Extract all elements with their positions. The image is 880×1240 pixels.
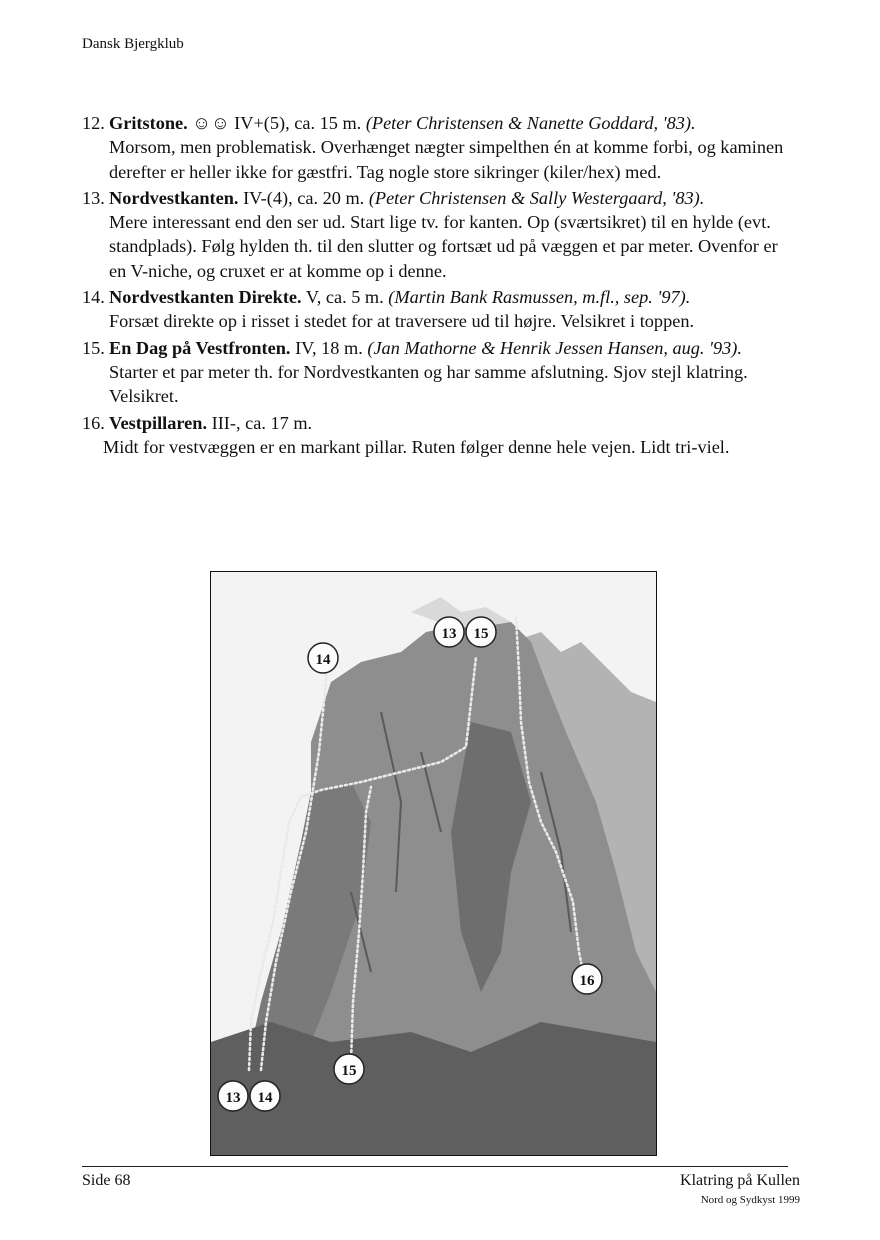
crag-photo-drawing	[211, 572, 656, 1155]
route-entry	[82, 411, 792, 460]
route-number: 12.	[82, 113, 105, 133]
marker-label: 14	[315, 652, 331, 668]
route-number: 14.	[82, 287, 105, 308]
route-description: Forsæt direkte op i risset i stedet for at traversere ud til højre. Velsikret i toppen.	[109, 311, 695, 332]
route-name: Nordvestkanten.	[109, 187, 239, 208]
book-subtitle: Nord og Sydkyst 1999	[700, 1194, 800, 1206]
marker-label: 13	[441, 626, 457, 642]
marker-15-bottom	[334, 1054, 364, 1084]
route-name: Nordvestkanten Direkte.	[109, 287, 302, 308]
route-description: Midt for vestvæggen er en markant pillar. Ruten følger denne hele vejen. Lidt tri-viel.	[103, 436, 730, 457]
crag-photo	[210, 571, 657, 1156]
book-title: Klatring på Kullen	[680, 1172, 800, 1189]
marker-label: 16	[579, 973, 595, 989]
route-description: Mere interessant end den ser ud. Start lige tv. for kanten. Op (sværtsikret) til en hylde (evt. standplads). Følg hylden th. til den slutter og fortsæt ud på væggen et par meter. Ovenfor er en V-niche, og cruxet er at komme op i denne.	[109, 212, 778, 281]
route-grade: IV-(4), ca. 20 m.	[238, 187, 369, 208]
route-name: En Dag på Vestfronten.	[109, 337, 291, 358]
route-name: Gritstone.	[109, 113, 188, 133]
route-name: Vestpillaren.	[109, 412, 208, 433]
route-entry	[82, 285, 792, 334]
marker-14-bottom	[250, 1081, 280, 1111]
route-entry	[82, 186, 792, 283]
route-entry	[82, 111, 792, 184]
marker-14-top	[308, 643, 338, 673]
marker-label: 15	[341, 1063, 357, 1079]
marker-label: 14	[257, 1090, 273, 1106]
route-number: 15.	[82, 337, 105, 358]
running-header: Dansk Bjergklub	[82, 36, 184, 52]
route-description: Morsom, men problematisk. Overhænget nægter simpelthen én at komme forbi, og kaminen derefter er heller ikke for gæstfri. Tag nogle store sikringer (kiler/hex) med.	[109, 137, 784, 182]
marker-label: 15	[473, 626, 489, 642]
route-authors: (Martin Bank Rasmussen, m.fl., sep. '97).	[388, 287, 691, 308]
route-entry	[82, 336, 792, 409]
route-grade: III-, ca. 17 m.	[207, 412, 313, 433]
route-list	[82, 111, 792, 461]
marker-15-top	[466, 617, 496, 647]
route-grade: ☺☺ IV+(5), ca. 15 m.	[187, 113, 366, 133]
route-number: 16.	[82, 412, 105, 433]
route-description: Starter et par meter th. for Nordvestkanten og har samme afslutning. Sjov stejl klatring. Velsikret.	[109, 361, 748, 407]
route-authors: (Peter Christensen & Nanette Goddard, '83).	[365, 113, 696, 133]
marker-13-top	[434, 617, 464, 647]
route-authors: (Peter Christensen & Sally Westergaard, '83).	[368, 187, 705, 208]
route-grade: IV, 18 m.	[290, 337, 368, 358]
marker-16	[572, 964, 602, 994]
route-grade: V, ca. 5 m.	[301, 287, 389, 308]
marker-13-bottom	[218, 1081, 248, 1111]
footer-rule	[82, 1166, 788, 1167]
page-number: Side 68	[82, 1172, 131, 1189]
marker-label: 13	[225, 1090, 241, 1106]
route-number: 13.	[82, 187, 105, 208]
route-authors: (Jan Mathorne & Henrik Jessen Hansen, aug. '93).	[367, 337, 742, 358]
